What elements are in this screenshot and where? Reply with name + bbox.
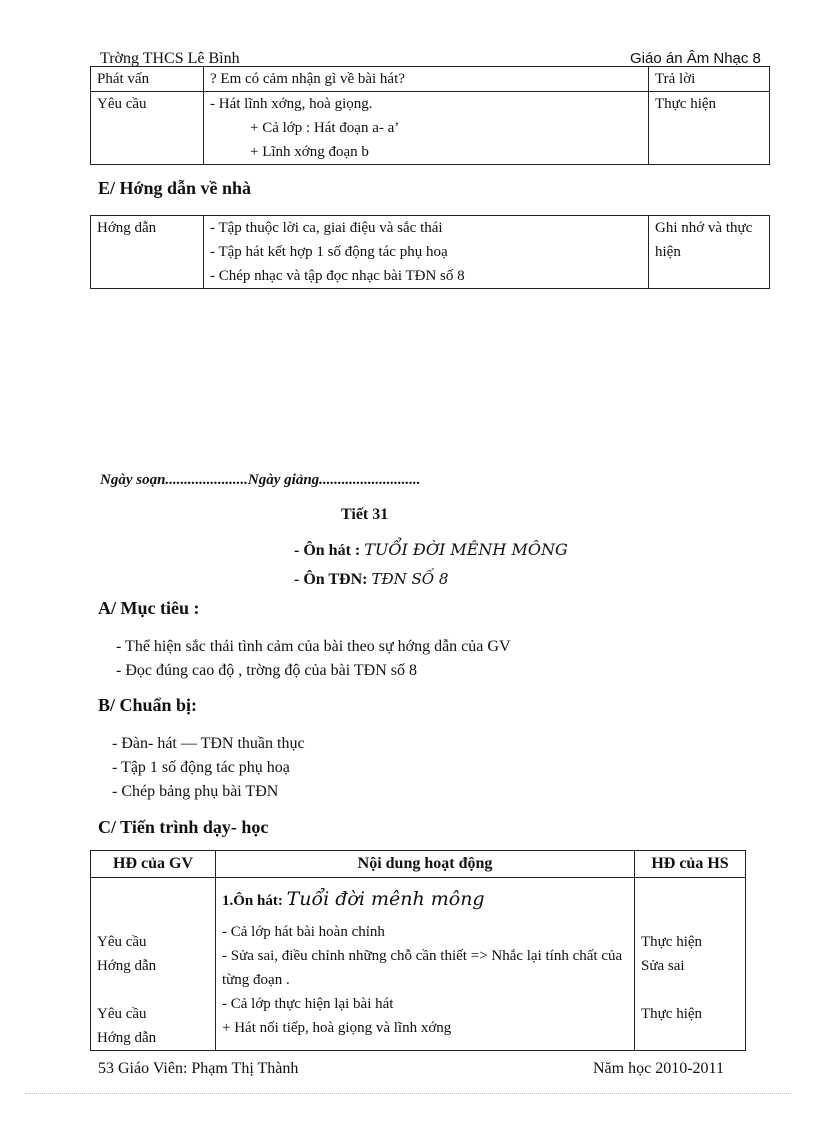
content-line: - Sửa sai, điều chỉnh những chỗ cần thiết => Nhắc lại tính chất của từng đoạn . [222,948,623,988]
gv-cell: Phát vấn [91,67,204,92]
gv-line: Yêu cầu [97,1006,147,1022]
review-song-line [294,540,568,560]
content-cell [204,216,649,289]
gv-cell [91,878,216,1051]
review-tdn-label: - Ôn TĐN: [294,571,368,588]
header-content: Nội dung hoạt động [216,851,635,878]
section-line [222,884,628,916]
section-c-heading: C/ Tiến trình dạy- học [98,817,269,837]
prep-item: - Chép bảng phụ bài TĐN [112,783,279,800]
review-song-label: - Ôn hát : [294,542,361,559]
hs-line: Thực hiện [641,1006,703,1022]
header-gv: HĐ của GV [91,851,216,878]
hs-cell: Thực hiện [649,92,770,165]
footer-year: Năm học 2010-2011 [593,1060,724,1077]
gv-line: Hớng dẫn [97,958,157,974]
header-hs: HĐ của HS [635,851,746,878]
header-school: Trờng THCS Lê Bình [100,50,240,67]
content-cell: ? Em có cảm nhận gì về bài hát? [204,67,649,92]
hs-cell: Ghi nhớ và thực hiện [649,216,770,289]
content-line: - Chép nhạc và tập đọc nhạc bài TĐN số 8 [210,268,465,284]
hs-cell: Trả lời [649,67,770,92]
lesson-plan-table [90,850,746,1051]
gv-line: Hớng dẫn [97,1030,157,1046]
content-line: - Cả lớp hát bài hoàn chỉnh [222,924,385,940]
section-e-heading: E/ Hớng dẫn về nhà [98,178,252,198]
prep-item: - Tập 1 số động tác phụ hoạ [112,759,290,776]
dates-line: Ngày soạn......................Ngày giảng........................... [100,472,421,488]
prep-item: - Đàn- hát — TĐN thuần thục [112,735,305,752]
lesson-number: Tiết 31 [341,506,389,523]
section-title: Tuổi đời mênh mông [286,888,485,910]
content-line: - Cả lớp thực hiện lại bài hát [222,996,394,1012]
review-tdn-line [294,570,448,589]
hs-cell [635,878,746,1051]
content-cell [204,92,649,165]
header-title: Giáo án Âm Nhạc 8 [630,50,761,67]
review-tdn-title: TĐN SỐ 8 [371,570,449,588]
gv-cell: Hớng dẫn [91,216,204,289]
content-line: + Cả lớp : Hát đoạn a- a’ [250,120,400,136]
hs-line: Sửa sai [641,958,685,974]
page-bottom-rule [25,1093,791,1094]
gv-cell: Yêu cầu [91,92,204,165]
content-line: + Lĩnh xớng đoạn b [250,144,369,160]
footer-teacher: 53 Giáo Viên: Phạm Thị Thành [98,1060,299,1077]
homework-table [90,215,770,289]
goal-item: - Đọc đúng cao độ , trờng độ của bài TĐN số 8 [116,662,417,679]
review-song-title: TUỔI ĐỜI MÊNH MÔNG [364,540,568,559]
hs-line: Thực hiện [641,934,703,950]
activity-table-top [90,66,770,165]
content-line: - Hát lĩnh xớng, hoà giọng. [210,96,373,112]
content-line: - Tập thuộc lời ca, giai điệu và sắc thái [210,220,443,236]
content-line: + Hát nối tiếp, hoà giọng và lĩnh xớng [222,1020,452,1036]
gv-line: Yêu cầu [97,934,147,950]
section-label: 1.Ôn hát: [222,893,283,909]
section-b-heading: B/ Chuẩn bị: [98,695,198,715]
content-line: - Tập hát kết hợp 1 số động tác phụ hoạ [210,244,448,260]
content-cell [216,878,635,1051]
prep-list [112,732,305,804]
goal-item: - Thể hiện sắc thái tình cảm của bài theo sự hớng dẫn của GV [116,638,511,655]
section-a-heading: A/ Mục tiêu : [98,598,200,618]
goals-list [116,635,511,683]
